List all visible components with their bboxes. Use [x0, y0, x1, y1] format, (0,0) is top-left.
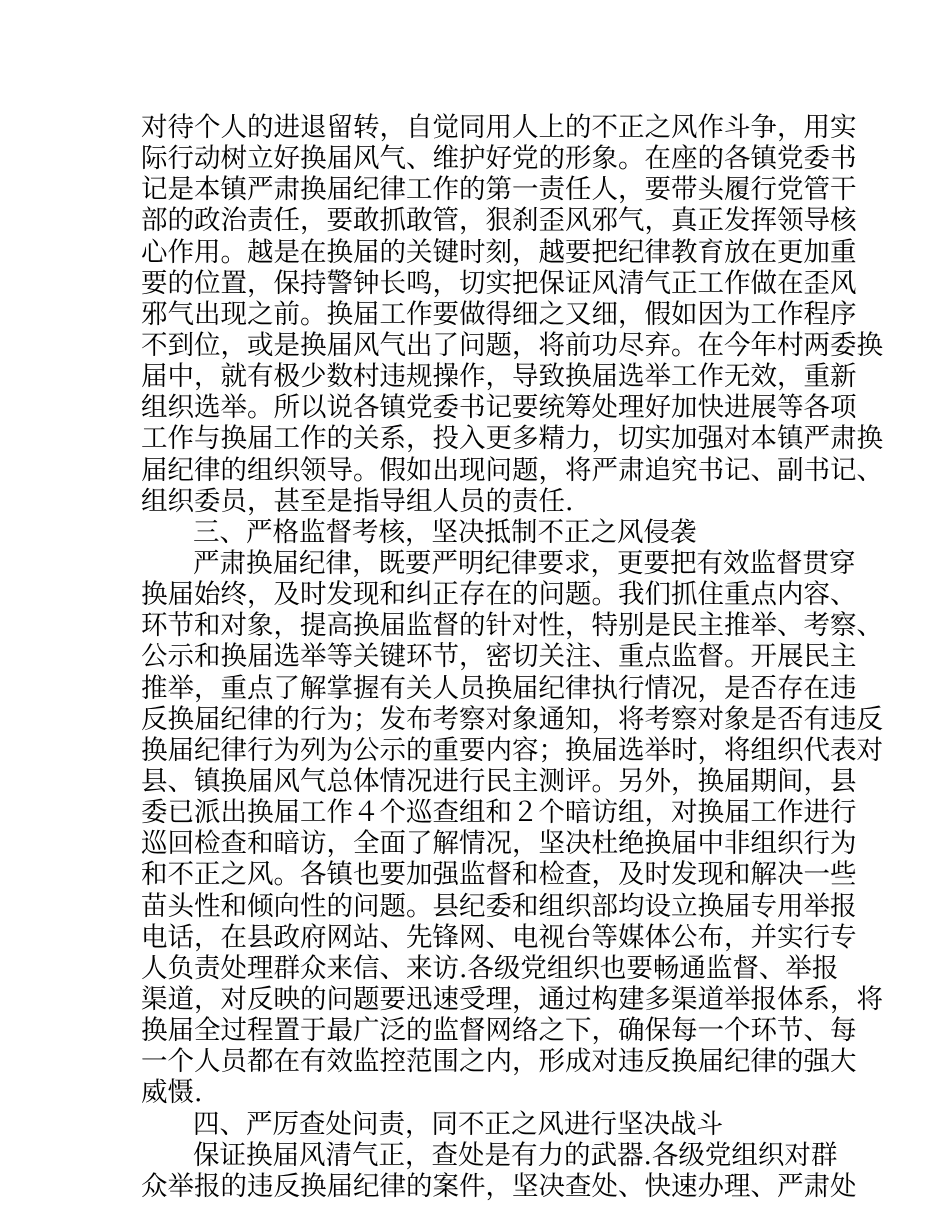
text-line: 人负责处理群众来信、来访.各级党组织也要畅通监督、举报	[141, 952, 839, 984]
text-line: 换届始终，及时发现和纠正存在的问题。我们抓住重点内容、	[141, 579, 857, 611]
text-line: 公示和换届选举等关键环节，密切关注、重点监督。开展民主	[141, 641, 857, 673]
paragraph-start-line: 保证换届风清气正，查处是有力的武器.各级党组织对群	[193, 1139, 838, 1171]
text-line: 记是本镇严肃换届纪律工作的第一责任人，要带头履行党管干	[141, 174, 857, 206]
text-line: 众举报的违反换届纪律的案件，坚决查处、快速办理、严肃处	[141, 1170, 857, 1202]
text-line: 县、镇换届风气总体情况进行民主测评。另外，换届期间，县	[141, 765, 857, 797]
text-line: 电话，在县政府网站、先锋网、电视台等媒体公布，并实行专	[141, 921, 857, 953]
section-heading: 三、严格监督考核，坚决抵制不正之风侵袭	[193, 516, 697, 548]
text-line: 威慑.	[141, 1077, 203, 1109]
text-line: 和不正之风。各镇也要加强监督和检查，及时发现和解决一些	[141, 859, 857, 891]
text-line: 对待个人的进退留转，自觉同用人上的不正之风作斗争，用实	[141, 112, 857, 143]
text-line: 换届纪律行为列为公示的重要内容；换届选举时，将组织代表对	[141, 734, 883, 766]
text-line: 不到位，或是换届风气出了问题，将前功尽弃。在今年村两委换	[141, 329, 883, 361]
text-line: 一个人员都在有效监控范围之内，形成对违反换届纪律的强大	[141, 1046, 857, 1078]
section-heading: 四、严厉查处问责，同不正之风进行坚决战斗	[193, 1108, 723, 1140]
text-line: 心作用。越是在换届的关键时刻，越要把纪律教育放在更加重	[141, 236, 857, 268]
text-line: 换届全过程置于最广泛的监督网络之下，确保每一个环节、每	[141, 1015, 857, 1047]
text-line: 巡回检查和暗访，全面了解情况，坚决杜绝换届中非组织行为	[141, 828, 857, 860]
body-text	[141, 112, 883, 1202]
text-line: 工作与换届工作的关系，投入更多精力，切实加强对本镇严肃换	[141, 423, 883, 455]
paragraph-start-line: 严肃换届纪律，既要严明纪律要求，更要把有效监督贯穿	[193, 547, 856, 579]
text-line: 苗头性和倾向性的问题。县纪委和组织部均设立换届专用举报	[141, 890, 857, 922]
text-line: 组织选举。所以说各镇党委书记要统筹处理好加快进展等各项	[141, 392, 857, 424]
text-line: 反换届纪律的行为；发布考察对象通知，将考察对象是否有违反	[141, 703, 883, 735]
text-line: 际行动树立好换届风气、维护好党的形象。在座的各镇党委书	[141, 143, 857, 175]
text-line: 推举，重点了解掌握有关人员换届纪律执行情况，是否存在违	[141, 672, 857, 704]
text-line: 要的位置，保持警钟长鸣，切实把保证风清气正工作做在歪风	[141, 267, 857, 299]
text-line: 组织委员，甚至是指导组人员的责任.	[141, 485, 574, 517]
text-line: 委已派出换届工作４个巡查组和２个暗访组，对换届工作进行	[141, 797, 857, 829]
text-line: 邪气出现之前。换届工作要做得细之又细，假如因为工作程序	[141, 298, 857, 330]
text-line: 届纪律的组织领导。假如出现问题，将严肃追究书记、副书记、	[141, 454, 883, 486]
text-line: 部的政治责任，要敢抓敢管，狠刹歪风邪气，真正发挥领导核	[141, 205, 857, 237]
text-line: 环节和对象，提高换届监督的针对性，特别是民主推举、考察、	[141, 610, 883, 642]
text-line: 届中，就有极少数村违规操作，导致换届选举工作无效，重新	[141, 361, 857, 393]
text-line: 渠道，对反映的问题要迅速受理，通过构建多渠道举报体系，将	[141, 983, 883, 1015]
